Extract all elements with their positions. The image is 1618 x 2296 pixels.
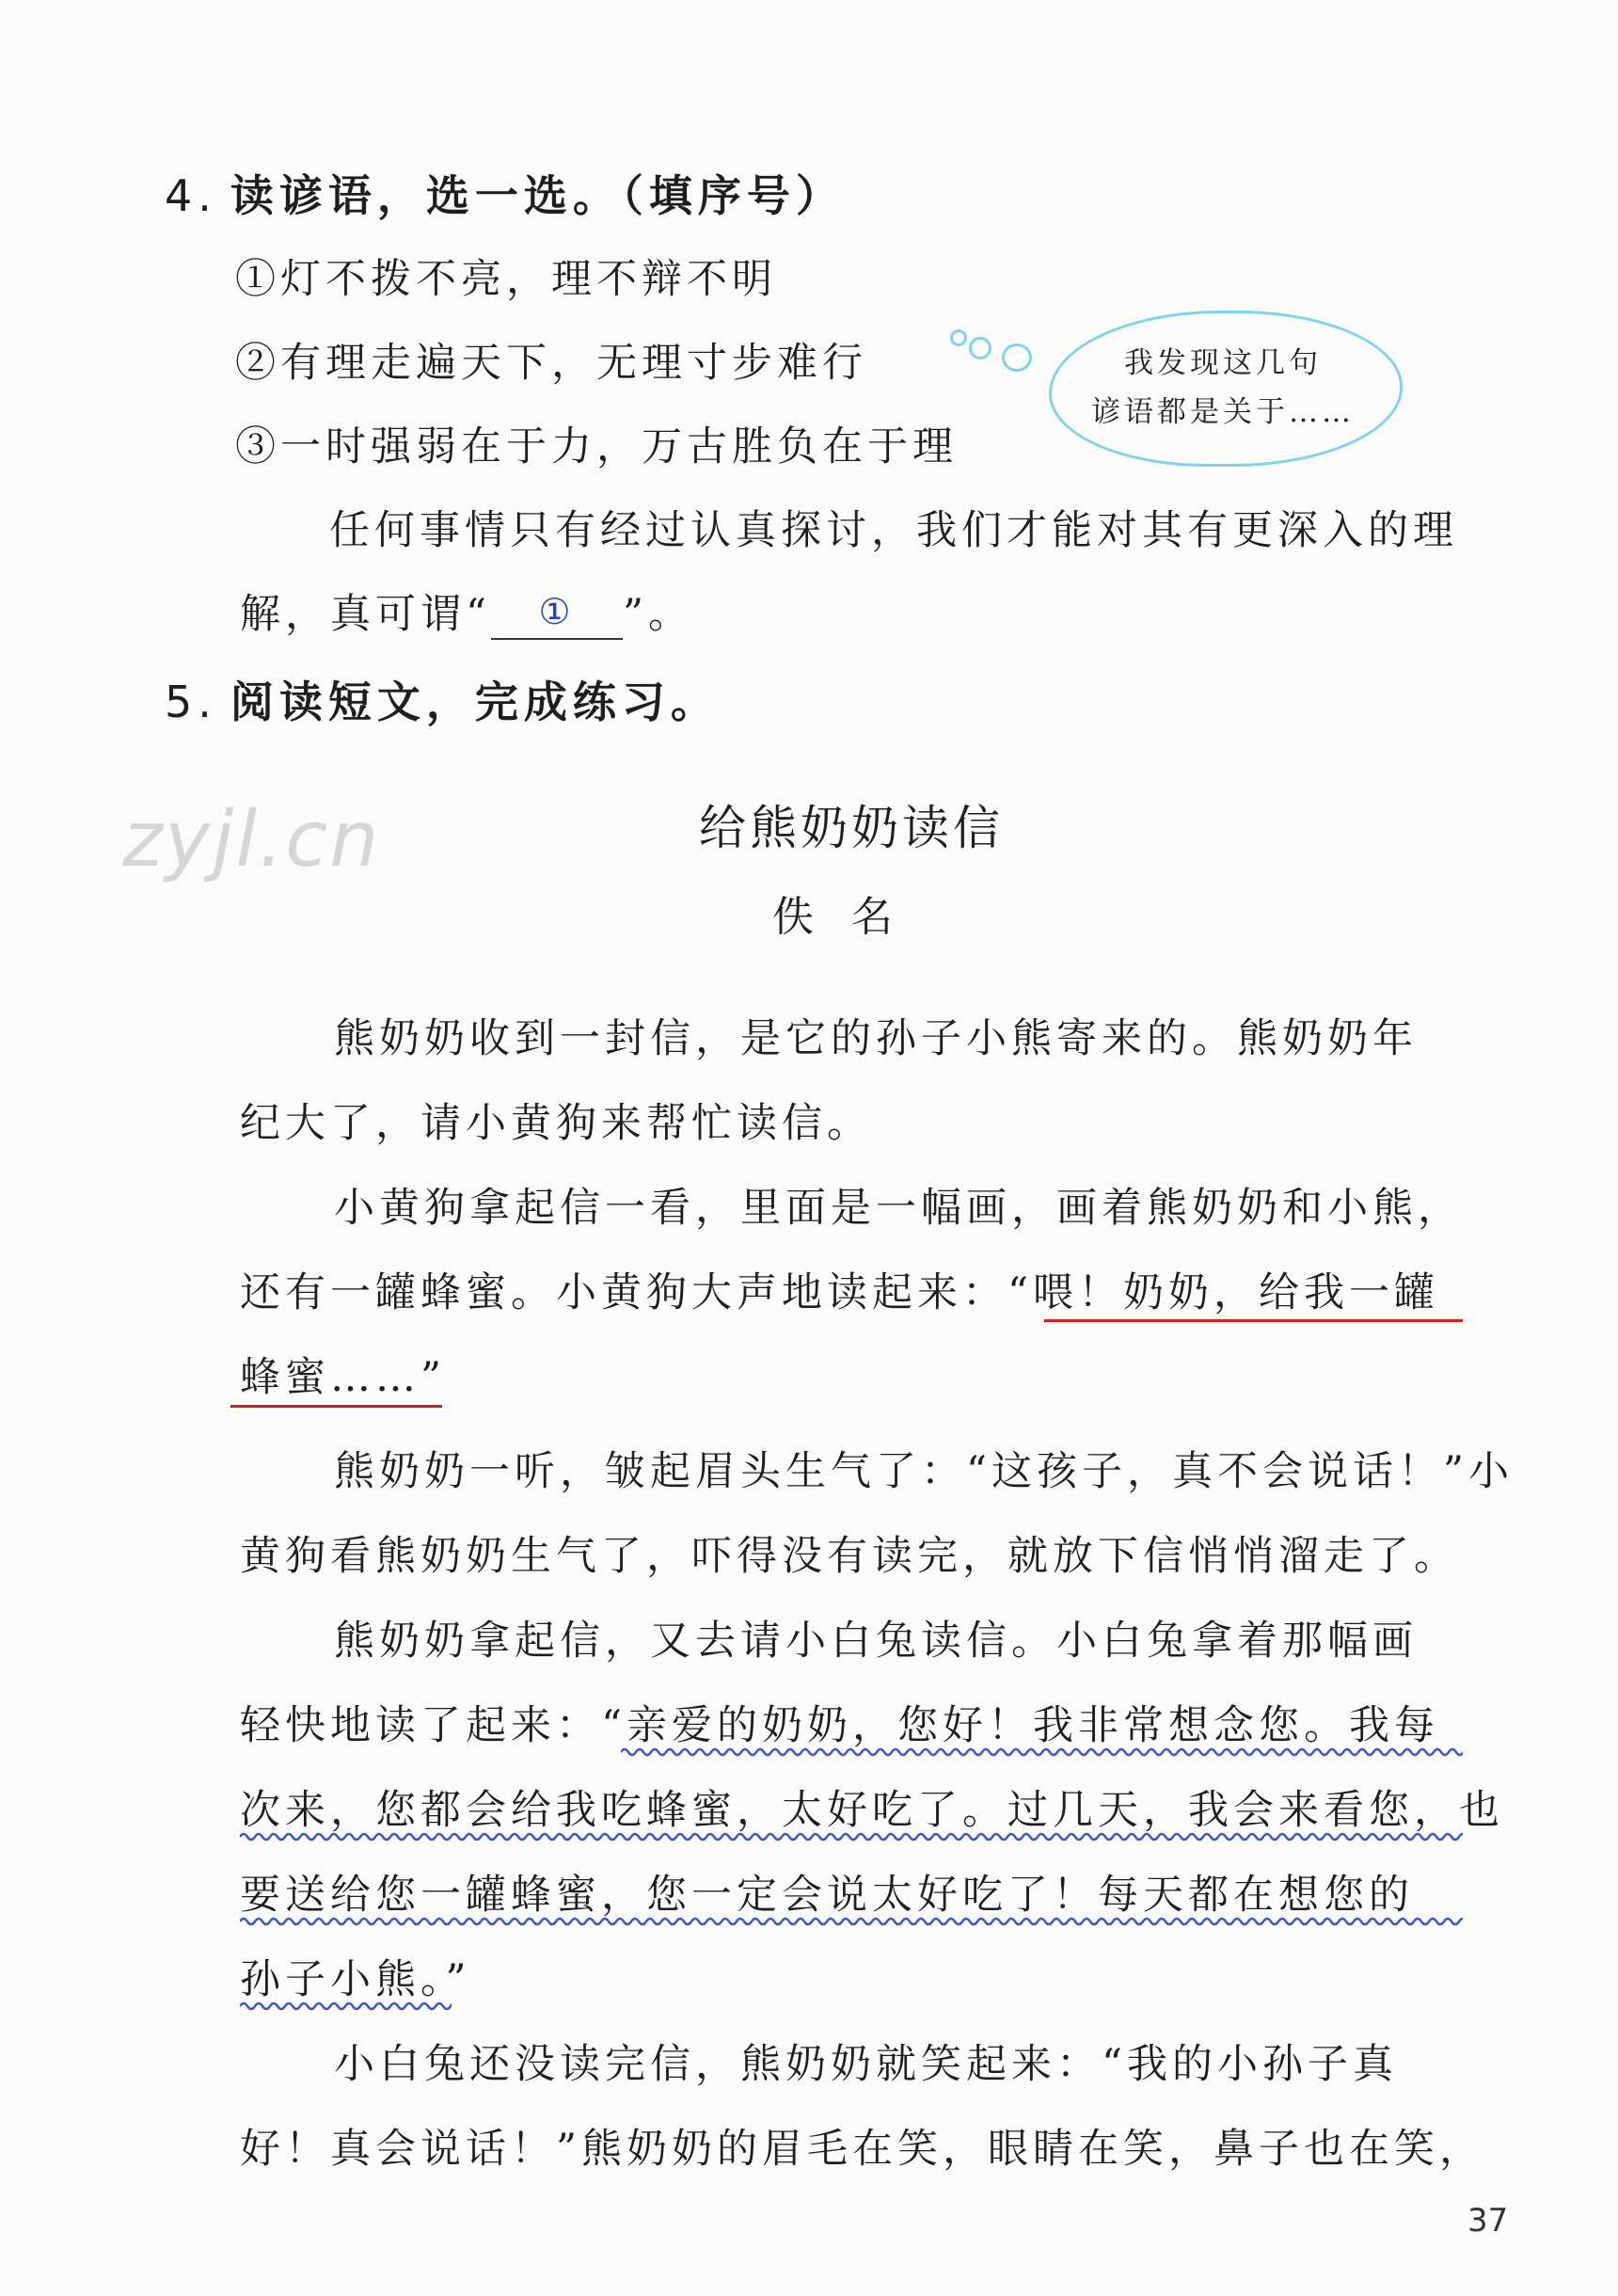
question-5-heading — [165, 668, 720, 730]
wavy-underline-1 — [621, 1746, 1463, 1759]
article-line-5: 蜂蜜……” — [240, 1354, 446, 1401]
bubble-line-1: 我发现这几句 — [1124, 346, 1322, 380]
bubble-dot-large — [1002, 343, 1032, 372]
answer-blank[interactable] — [491, 591, 623, 640]
question-number: 5. — [165, 677, 217, 727]
article-line-2: 纪大了，请小黄狗来帮忙读信。 — [240, 1100, 872, 1147]
question-text: 阅读短文，完成练习。 — [230, 677, 720, 727]
proverb-1: ①灯不拨不亮，理不辩不明 — [235, 256, 777, 303]
article-line-4: 还有一罐蜂蜜。小黄狗大声地读起来：“喂！奶奶，给我一罐 — [240, 1269, 1439, 1316]
wavy-underline-2 — [240, 1830, 1463, 1843]
article-line-11: 要送给您一罐蜂蜜，您一定会说太好吃了！每天都在想您的 — [240, 1872, 1414, 1919]
bubble-dot-small — [950, 329, 967, 346]
red-underline-2 — [230, 1405, 442, 1408]
fill-sentence-suffix: ”。 — [622, 591, 693, 638]
fill-sentence-line-2 — [240, 582, 693, 640]
question-4-heading — [165, 162, 845, 224]
red-underline-1 — [1044, 1319, 1463, 1322]
thought-bubble-text — [1068, 339, 1378, 437]
answer-value: ① — [538, 591, 576, 632]
bubble-line-2: 谚语都是关于…… — [1091, 395, 1355, 429]
article-line-1: 熊奶奶收到一封信，是它的孙子小熊寄来的。熊奶奶年 — [334, 1015, 1418, 1062]
article-author: 佚名 — [772, 893, 930, 941]
article-line-3: 小黄狗拿起信一看，里面是一幅画，画着熊奶奶和小熊， — [334, 1185, 1463, 1232]
wavy-underline-3 — [240, 1915, 1463, 1928]
proverb-2: ②有理走遍天下，无理寸步难行 — [235, 340, 867, 387]
article-line-13: 小白兔还没读完信，熊奶奶就笑起来：“我的小孙子真 — [334, 2041, 1398, 2088]
fill-sentence-prefix: 解，真可谓“ — [240, 591, 491, 638]
watermark: zyjl.cn — [122, 795, 381, 885]
article-line-12: 孙子小熊。” — [240, 1956, 471, 2003]
article-line-9: 轻快地读了起来：“亲爱的奶奶，您好！我非常想念您。我每 — [240, 1702, 1439, 1749]
article-line-6: 熊奶奶一听，皱起眉头生气了：“这孩子，真不会说话！”小 — [334, 1448, 1514, 1495]
proverb-3: ③一时强弱在于力，万古胜负在于理 — [235, 423, 958, 470]
article-line-8: 熊奶奶拿起信，又去请小白兔读信。小白兔拿着那幅画 — [334, 1618, 1418, 1665]
article-line-10: 次来，您都会给我吃蜂蜜，太好吃了。过几天，我会来看您，也 — [240, 1787, 1504, 1834]
article-line-14: 好！真会说话！”熊奶奶的眉毛在笑，眼睛在笑，鼻子也在笑， — [240, 2126, 1484, 2173]
bubble-dot-medium — [969, 337, 991, 359]
article-line-7: 黄狗看熊奶奶生气了，吓得没有读完，就放下信悄悄溜走了。 — [240, 1533, 1459, 1580]
fill-sentence-line-1: 任何事情只有经过认真探讨，我们才能对其有更深入的理 — [329, 507, 1458, 554]
page-number: 37 — [1467, 2202, 1509, 2240]
question-text: 读谚语，选一选。（填序号） — [230, 170, 845, 221]
wavy-underline-4 — [240, 2000, 452, 2013]
question-number: 4. — [165, 170, 217, 221]
article-title: 给熊奶奶读信 — [699, 801, 1004, 855]
